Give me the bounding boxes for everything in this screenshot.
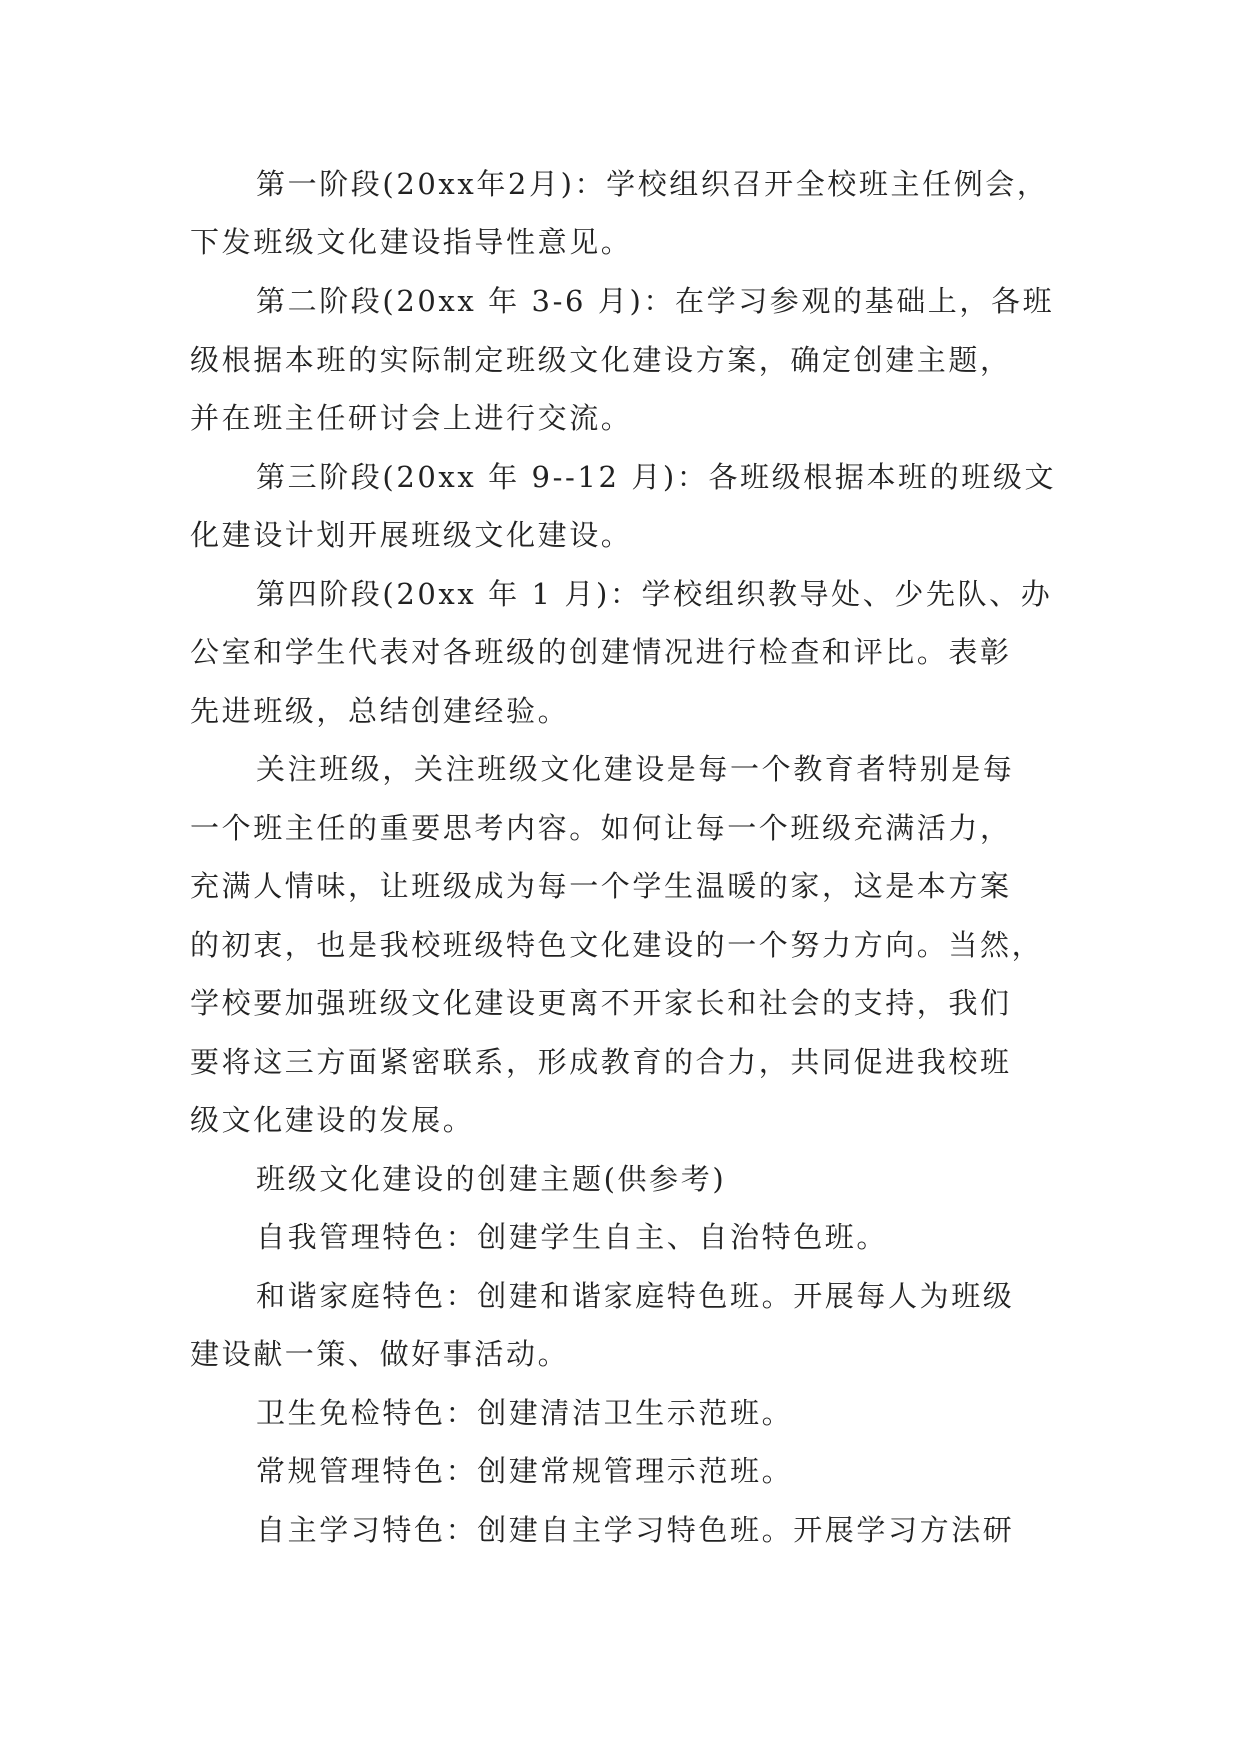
text-line: 级根据本班的实际制定班级文化建设方案，确定创建主题， — [190, 343, 1012, 377]
text-line: 第二阶段(20xx 年 3-6 月)：在学习参观的基础上，各班 — [256, 284, 1055, 318]
text-line: 级文化建设的发展。 — [190, 1103, 475, 1137]
text-line: 常规管理特色：创建常规管理示范班。 — [256, 1454, 794, 1488]
text-line: 充满人情味，让班级成为每一个学生温暖的家，这是本方案 — [190, 869, 1012, 903]
text-line: 建设献一策、做好事活动。 — [190, 1337, 570, 1371]
text-line: 和谐家庭特色：创建和谐家庭特色班。开展每人为班级 — [256, 1279, 1015, 1313]
text-line: 一个班主任的重要思考内容。如何让每一个班级充满活力， — [190, 811, 1012, 845]
text-line: 先进班级，总结创建经验。 — [190, 694, 570, 728]
text-line: 下发班级文化建设指导性意见。 — [190, 225, 633, 259]
text-line: 第一阶段(20xx年2月)：学校组织召开全校班主任例会， — [256, 167, 1049, 201]
text-line: 公室和学生代表对各班级的创建情况进行检查和评比。表彰 — [190, 635, 1012, 669]
text-line: 自我管理特色：创建学生自主、自治特色班。 — [256, 1220, 889, 1254]
text-line: 第四阶段(20xx 年 1 月)：学校组织教导处、少先队、办 — [256, 577, 1053, 611]
text-line: 学校要加强班级文化建设更离不开家长和社会的支持，我们 — [190, 986, 1012, 1020]
text-line: 自主学习特色：创建自主学习特色班。开展学习方法研 — [256, 1513, 1015, 1547]
text-line: 化建设计划开展班级文化建设。 — [190, 518, 633, 552]
text-line: 的初衷，也是我校班级特色文化建设的一个努力方向。当然， — [190, 928, 1044, 962]
text-line: 第三阶段(20xx 年 9--12 月)：各班级根据本班的班级文 — [256, 460, 1057, 494]
text-line: 要将这三方面紧密联系，形成教育的合力，共同促进我校班 — [190, 1045, 1012, 1079]
text-line: 卫生免检特色：创建清洁卫生示范班。 — [256, 1396, 794, 1430]
text-line: 并在班主任研讨会上进行交流。 — [190, 401, 633, 435]
text-line: 班级文化建设的创建主题(供参考) — [256, 1162, 727, 1196]
text-line: 关注班级，关注班级文化建设是每一个教育者特别是每 — [256, 752, 1015, 786]
